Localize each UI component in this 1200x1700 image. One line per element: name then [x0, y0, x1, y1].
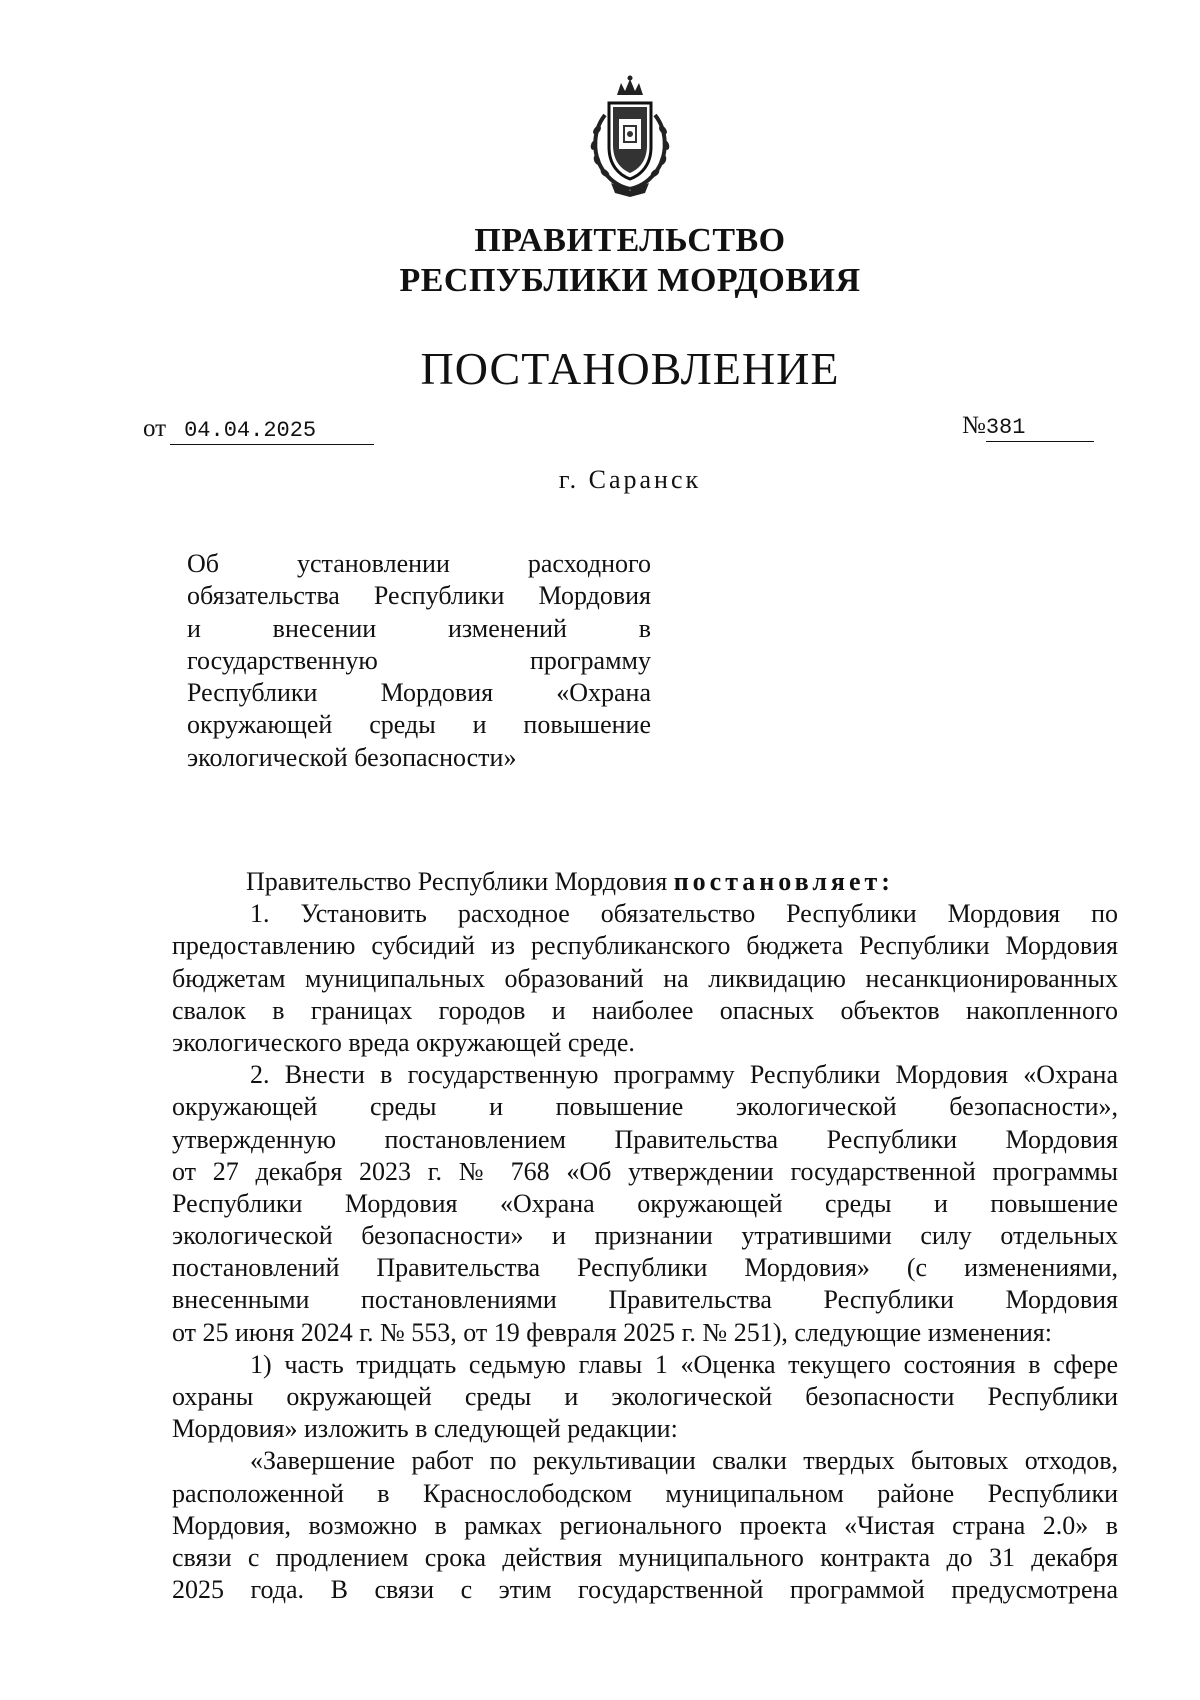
coat-of-arms-icon [575, 75, 685, 200]
body-line: постановлений Правительства Республики Мордовия» (с изменениями, [172, 1253, 1118, 1283]
body-line: «Завершение работ по рекультивации свалки твердых бытовых отходов, [250, 1446, 1118, 1476]
date-value: 04.04.2025 [170, 418, 374, 445]
body-line: расположенной в Краснослободском муниципальном районе Республики [172, 1478, 1118, 1508]
body-line: от 25 июня 2024 г. № 553, от 19 февраля 2025 г. № 251), следующие изменения: [172, 1317, 1052, 1347]
body-line: бюджетам муниципальных образований на ликвидацию несанкционированных [172, 963, 1118, 993]
subject-line: обязательства Республики Мордовия [187, 581, 651, 611]
date-prefix: от [143, 415, 167, 442]
body-line: связи с продлением срока действия муниципального контракта до 31 декабря [172, 1542, 1118, 1572]
body-line: экологической безопасности» и признании утратившими силу отдельных [172, 1221, 1118, 1251]
body-line: Мордовия, возможно в рамках регионального проекта «Чистая страна 2.0» в [172, 1510, 1118, 1540]
body-line: 2. Внести в государственную программу Республики Мордовия «Охрана [250, 1060, 1118, 1090]
body-line: 2025 года. В связи с этим государственной программой предусмотрена [172, 1575, 1118, 1605]
body-line: внесенными постановлениями Правительства Республики Мордовия [172, 1285, 1118, 1315]
number-value: 381 [986, 415, 1094, 442]
body-line: от 27 декабря 2023 г. № 768 «Об утверждении государственной программы [172, 1156, 1118, 1186]
document-subject [187, 548, 651, 774]
body-intro [172, 866, 1118, 898]
body-line: 1. Установить расходное обязательство Республики Мордовия по [250, 899, 1118, 929]
subject-line: государственную программу [187, 645, 651, 675]
city: г. Саранск [558, 465, 702, 494]
subject-line: экологической безопасности» [187, 742, 517, 772]
body-line: охраны окружающей среды и экологической безопасности Республики [172, 1382, 1118, 1411]
subject-line: и внесении изменений в [187, 613, 651, 643]
subject-line: окружающей среды и повышение [187, 710, 651, 740]
body-line: утвержденную постановлением Правительства Республики Мордовия [172, 1124, 1118, 1154]
organization-name-line-1: ПРАВИТЕЛЬСТВО [474, 222, 786, 259]
body-line: 1) часть тридцать седьмую главы 1 «Оценка текущего состояния в сфере [250, 1349, 1118, 1379]
body-line: окружающей среды и повышение экологической безопасности», [172, 1092, 1118, 1122]
document-body [172, 866, 1118, 1606]
body-line: Республики Мордовия «Охрана окружающей среды и повышение [172, 1188, 1118, 1218]
organization-name-line-2: РЕСПУБЛИКИ МОРДОВИЯ [399, 262, 861, 299]
body-line: экологического вреда окружающей среде. [172, 1027, 635, 1057]
intro-emphasis: постановляет: [673, 867, 894, 896]
document-type: ПОСТАНОВЛЕНИЕ [420, 343, 840, 394]
number-field [962, 412, 1094, 442]
number-prefix: № [962, 412, 986, 439]
body-line: Мордовия» изложить в следующей редакции: [172, 1414, 678, 1444]
body-line: свалок в границах городов и наиболее опасных объектов накопленного [172, 995, 1118, 1025]
subject-line: Об установлении расходного [187, 549, 651, 578]
subject-line: Республики Мордовия «Охрана [187, 678, 651, 708]
date-field [143, 415, 374, 445]
body-line: предоставлению субсидий из республиканского бюджета Республики Мордовия [172, 931, 1118, 961]
intro-text: Правительство Республики Мордовия [246, 867, 674, 896]
